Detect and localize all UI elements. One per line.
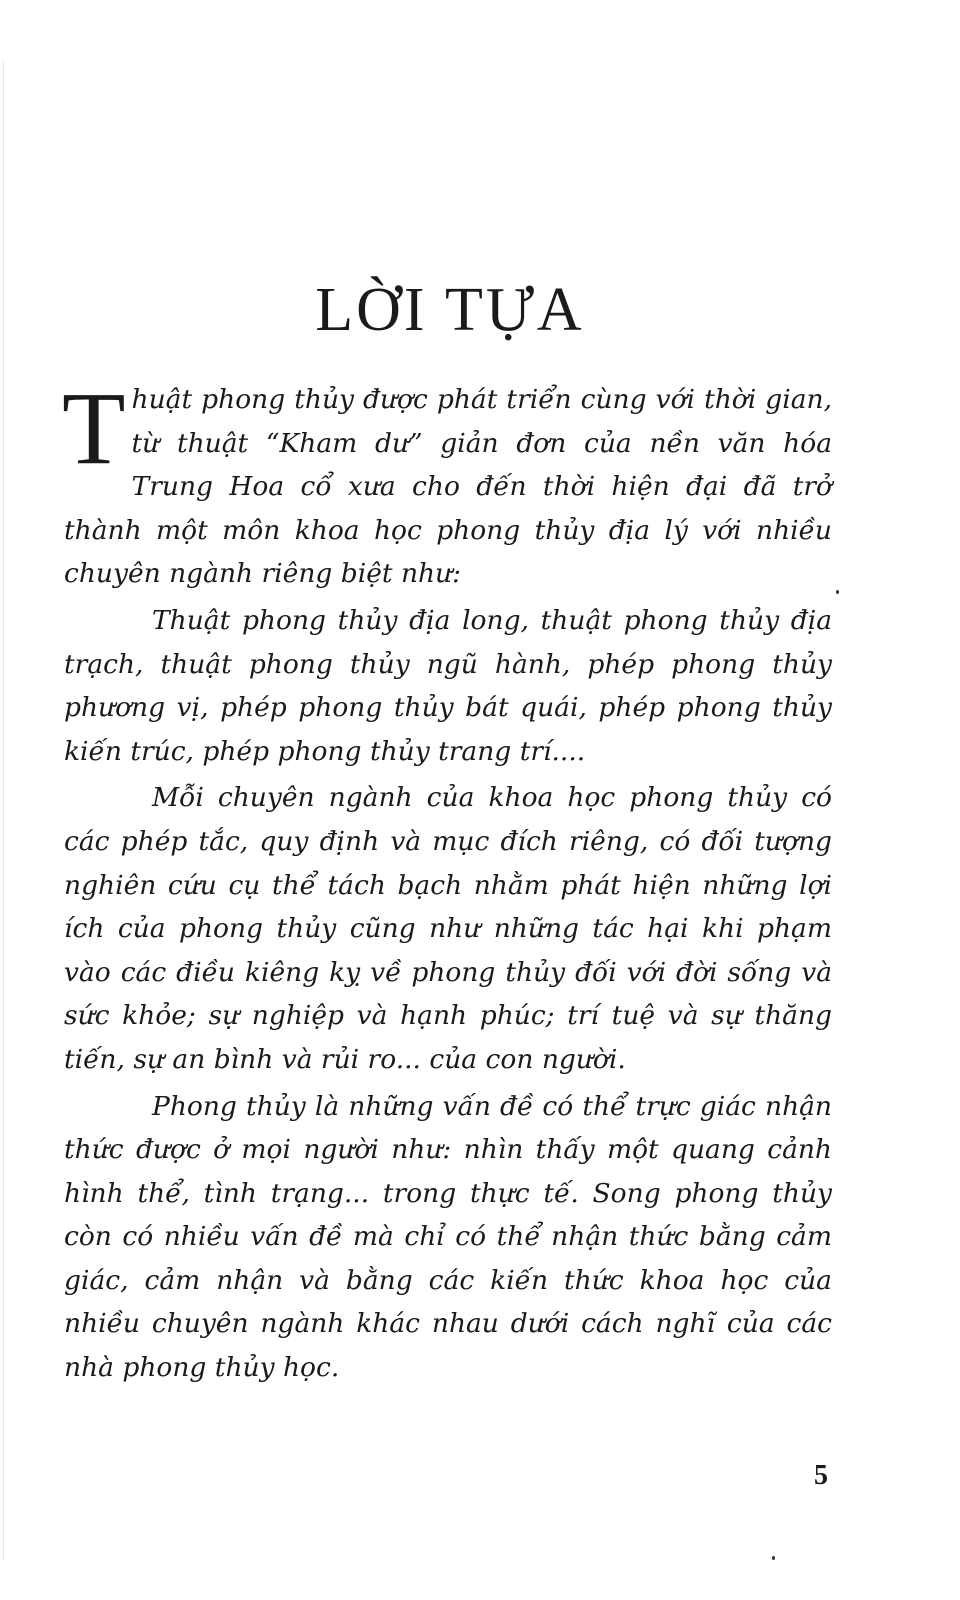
drop-cap: T — [62, 371, 126, 486]
ink-speck — [772, 1556, 775, 1560]
paragraph-1-text: huật phong thủy được phát triển cùng với thời gian, từ thuật “Kham dư” giản đơn của nền văn hóa Trung Hoa cổ xưa cho đến thời hiện đại đã trở thành một môn khoa học phong thủy địa lý với nhiều chuyên ngành riêng biệt như: — [64, 384, 832, 590]
body-text — [62, 371, 832, 1390]
paragraph-1 — [62, 371, 832, 596]
paragraph-4: Phong thủy là những vấn đề có thể trực giác nhận thức được ở mọi người như: nhìn thấy một quang cảnh hình thể, tình trạng... trong thực tế. Song phong thủy còn có nhiều vấn đề mà chỉ có thể nhận thức bằng cảm giác, cảm nhận và bằng các kiến thức khoa học của nhiều chuyên ngành khác nhau dưới cách nghĩ của các nhà phong thủy học. — [64, 1090, 832, 1384]
page-title: LỜI TỰA — [315, 276, 585, 344]
paragraph-3: Mỗi chuyên ngành của khoa học phong thủy có các phép tắc, quy định và mục đích riêng, có đối tượng nghiên cứu cụ thể tách bạch nhằm phát hiện những lợi ích của phong thủy cũng như những tác hại khi phạm vào các điều kiêng kỵ về phong thủy đối với đời sống và sức khỏe; sự nghiệp và hạnh phúc; trí tuệ và sự thăng tiến, sự an bình và rủi ro... của con người. — [64, 782, 832, 1075]
page-number: 5 — [814, 1460, 828, 1491]
ink-speck — [836, 590, 839, 594]
paragraph-2: Thuật phong thủy địa long, thuật phong thủy địa trạch, thuật phong thủy ngũ hành, phép phong thủy phương vị, phép phong thủy bát quái, phép phong thủy kiến trúc, phép phong thủy trang trí.... — [64, 604, 832, 767]
